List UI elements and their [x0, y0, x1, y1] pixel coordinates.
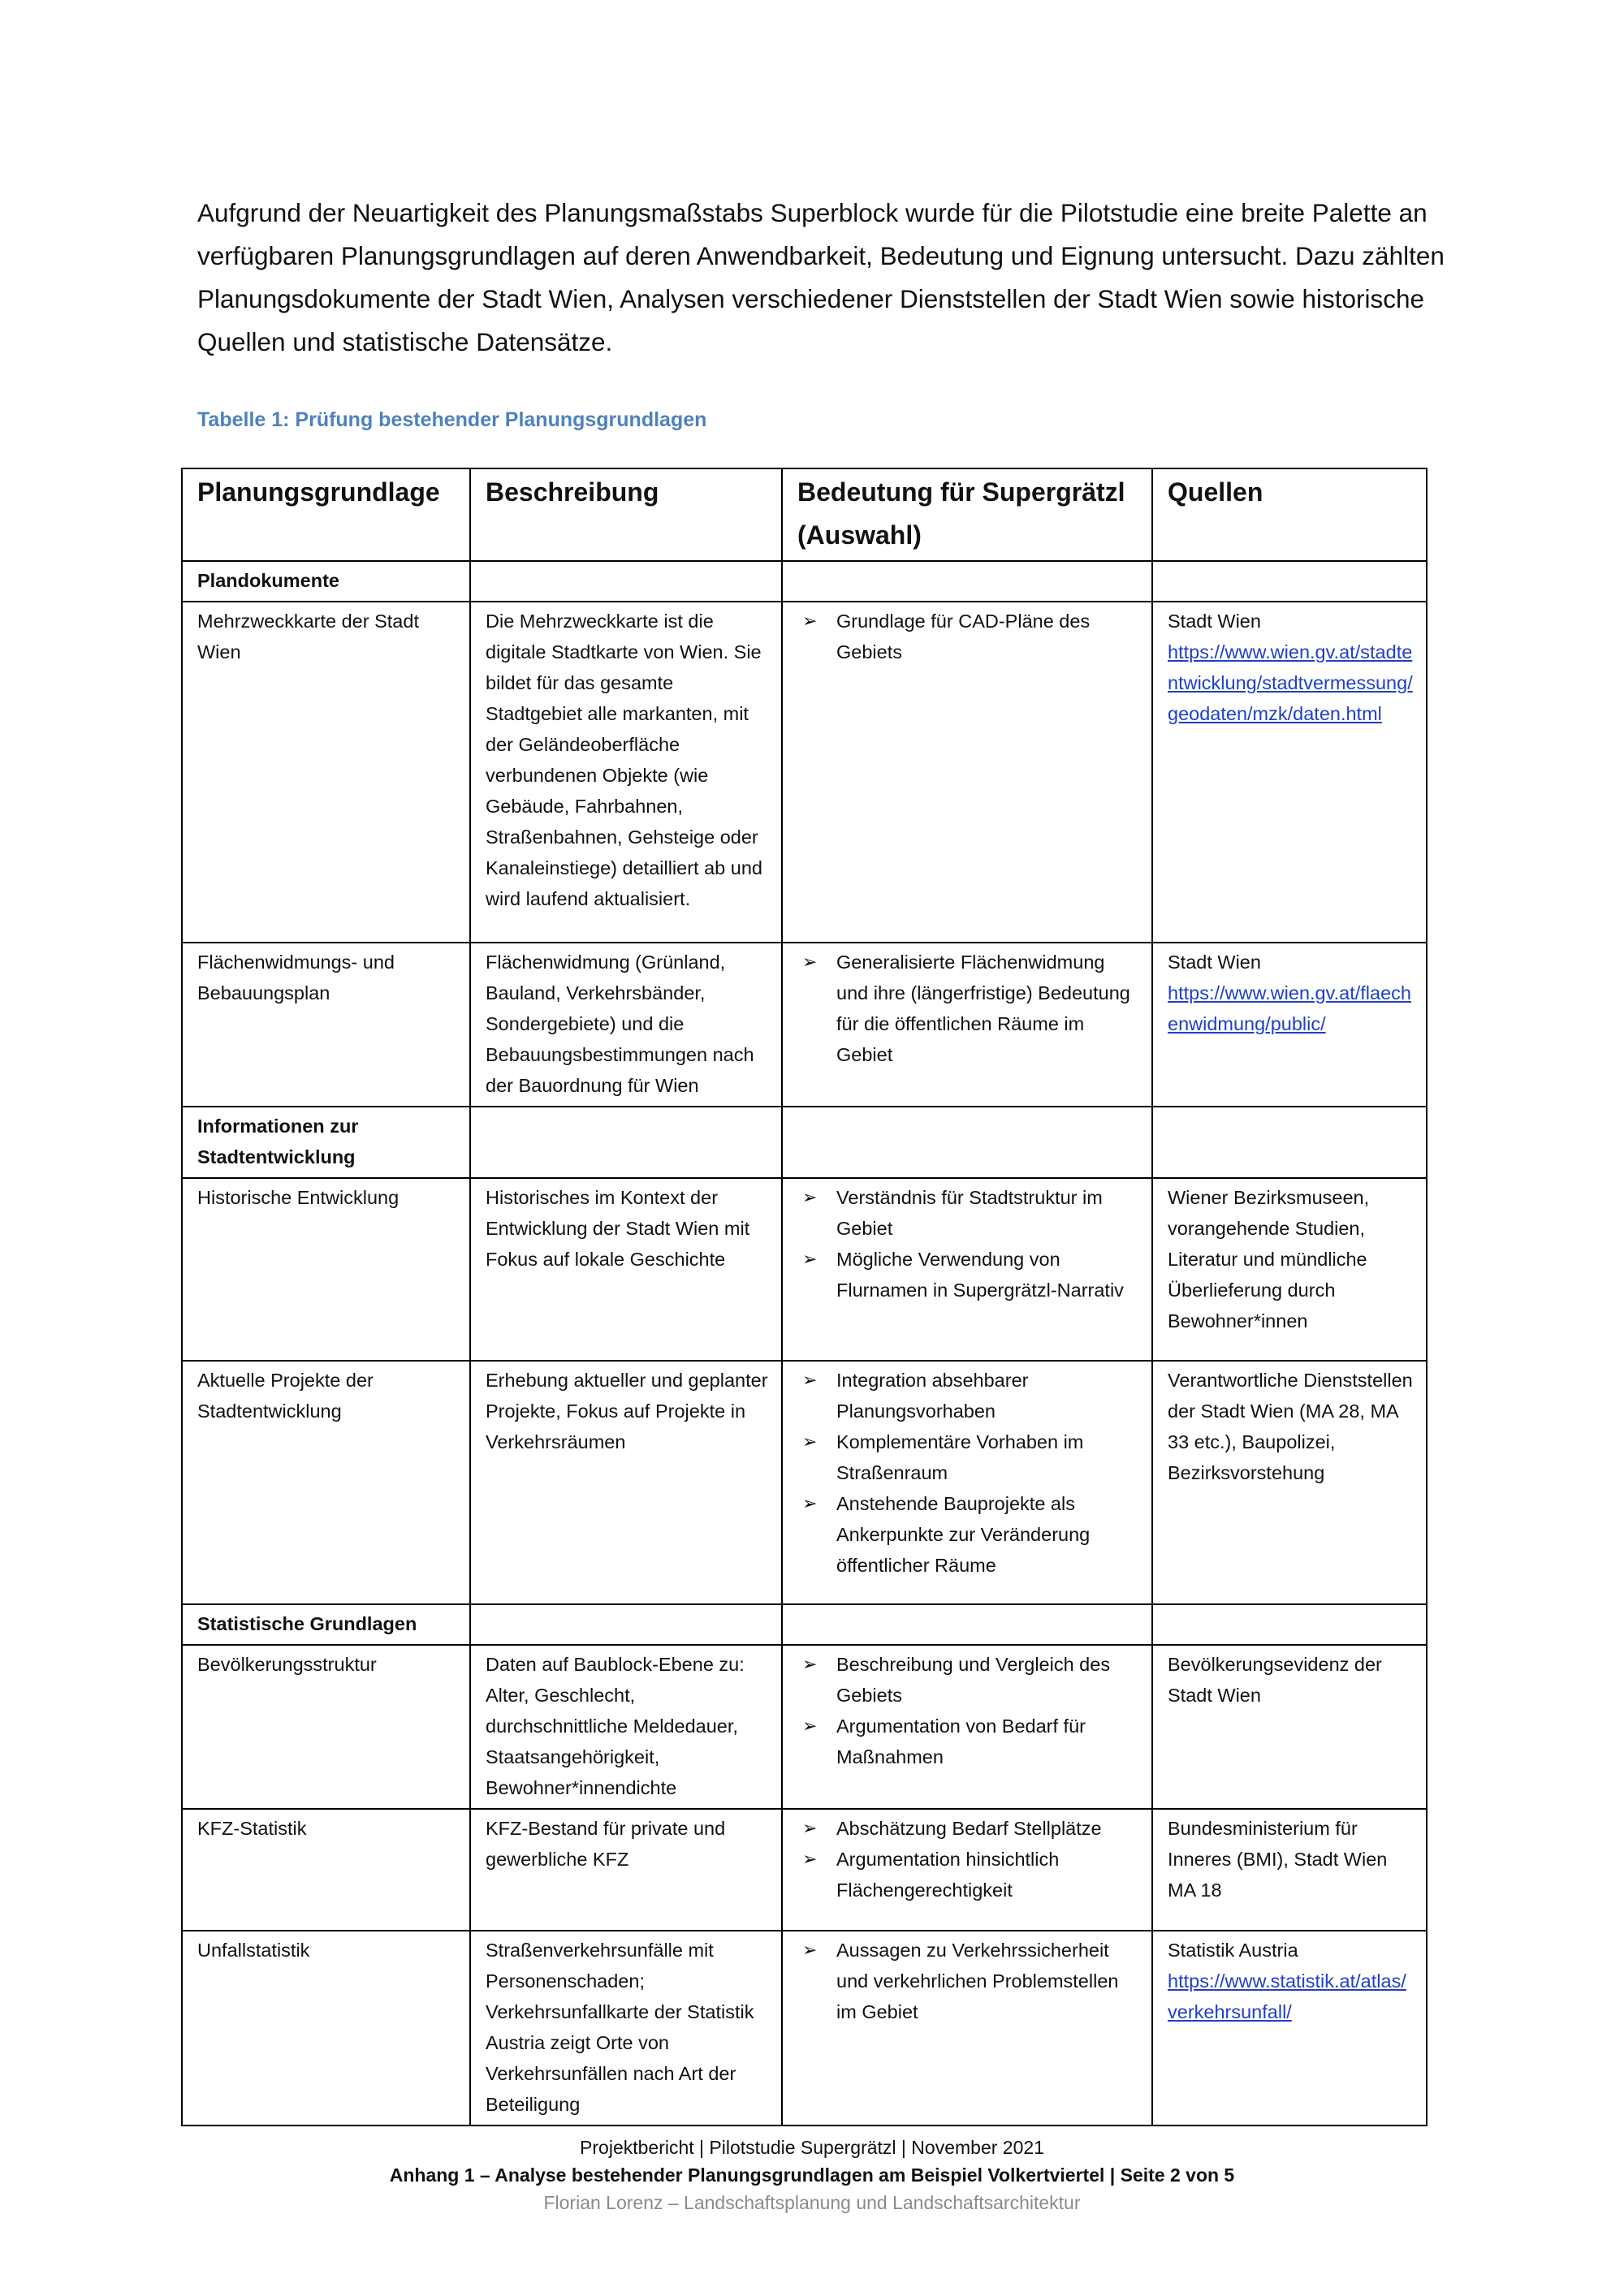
bullet-item: ➢ Beschreibung und Vergleich des Gebiets: [797, 1649, 1138, 1711]
bullet-item: ➢ Mögliche Verwendung von Flurnamen in Supergrätzl-Narrativ: [797, 1244, 1138, 1306]
arrow-bullet-icon: ➢: [802, 1716, 818, 1736]
arrow-bullet-icon: ➢: [802, 1818, 818, 1838]
row-name: Unfallstatistik: [182, 1931, 470, 2126]
source-link[interactable]: https://www.wien.gv.at/flaechenwidmung/public/: [1168, 982, 1411, 1034]
row-name: Mehrzweckkarte der Stadt Wien: [182, 602, 470, 943]
table-caption: Tabelle 1: Prüfung bestehender Planungsgrundlagen: [197, 408, 707, 431]
row-description: KFZ-Bestand für private und gewerbliche KFZ: [470, 1809, 782, 1931]
row-source: Verantwortliche Dienststellen der Stadt Wien (MA 28, MA 33 etc.), Baupolizei, Bezirksvorstehung: [1152, 1361, 1427, 1604]
table-header-row: [182, 468, 1427, 561]
source-text: Statistik Austria: [1168, 1940, 1298, 1961]
row-description: Die Mehrzweckkarte ist die digitale Stadtkarte von Wien. Sie bildet für das gesamte Stadtgebiet alle markanten, mit der Geländeoberfläche verbundenen Objekte (wie Gebäude, Fahrbahnen, Straßenbahnen, Gehsteige oder Kanaleinstiege) detailliert ab und wird laufend aktualisiert.: [470, 602, 782, 943]
row-name: Historische Entwicklung: [182, 1178, 470, 1361]
row-source: Bundesministerium für Inneres (BMI), Stadt Wien MA 18: [1152, 1809, 1427, 1931]
row-description: Daten auf Baublock-Ebene zu: Alter, Geschlecht, durchschnittliche Meldedauer, Staatsangehörigkeit, Bewohner*innendichte: [470, 1645, 782, 1809]
bullet-item: ➢ Anstehende Bauprojekte als Ankerpunkte zur Veränderung öffentlicher Räume: [797, 1488, 1138, 1581]
arrow-bullet-icon: ➢: [802, 611, 818, 631]
row-description: Erhebung aktueller und geplanter Projekte, Fokus auf Projekte in Verkehrsräumen: [470, 1361, 782, 1604]
bullet-item: ➢ Aussagen zu Verkehrssicherheit und verkehrlichen Problemstellen im Gebiet: [797, 1935, 1138, 2027]
arrow-bullet-icon: ➢: [802, 952, 818, 972]
row-source: Wiener Bezirksmuseen, vorangehende Studien, Literatur und mündliche Überlieferung durch Bewohner*innen: [1152, 1178, 1427, 1361]
row-bullets: [782, 1809, 1152, 1931]
header-quellen: Quellen: [1152, 468, 1427, 561]
arrow-bullet-icon: ➢: [802, 1654, 818, 1674]
row-source: [1152, 602, 1427, 943]
bullet-item: ➢ Generalisierte Flächenwidmung und ihre (längerfristige) Bedeutung für die öffentlichen Räume im Gebiet: [797, 947, 1138, 1070]
section-label: Plandokumente: [182, 561, 470, 602]
arrow-bullet-icon: ➢: [802, 1370, 818, 1390]
source-text: Stadt Wien: [1168, 952, 1261, 973]
planungsgrundlagen-table: [181, 468, 1427, 2126]
source-link[interactable]: https://www.statistik.at/atlas/verkehrsunfall/: [1168, 1970, 1406, 2022]
row-source: [1152, 1931, 1427, 2126]
row-name: Aktuelle Projekte der Stadtentwicklung: [182, 1361, 470, 1604]
section-label: Informationen zur Stadtentwicklung: [182, 1107, 470, 1178]
source-link[interactable]: https://www.wien.gv.at/stadtentwicklung/stadtvermessung/geodaten/mzk/daten.html: [1168, 641, 1413, 724]
bullet-item: ➢ Abschätzung Bedarf Stellplätze: [797, 1813, 1138, 1844]
intro-paragraph: Aufgrund der Neuartigkeit des Planungsmaßstabs Superblock wurde für die Pilotstudie eine breite Palette an verfügbaren Planungsgrundlagen auf deren Anwendbarkeit, Bedeutung und Eignung untersucht. Dazu zählten Planungsdokumente der Stadt Wien, Analysen verschiedener Dienststellen der Stadt Wien sowie historische Quellen und statistische Datensätze.: [197, 198, 1445, 356]
bullet-item: ➢ Komplementäre Vorhaben im Straßenraum: [797, 1426, 1138, 1488]
row-bullets: [782, 1178, 1152, 1361]
arrow-bullet-icon: ➢: [802, 1249, 818, 1269]
row-source: Bevölkerungsevidenz der Stadt Wien: [1152, 1645, 1427, 1809]
arrow-bullet-icon: ➢: [802, 1849, 818, 1869]
table-row: [182, 602, 1427, 943]
section-row-statistik: [182, 1604, 1427, 1645]
table-row: [182, 1361, 1427, 1604]
row-description: Straßenverkehrsunfälle mit Personenschaden; Verkehrsunfallkarte der Statistik Austria zeigt Orte von Verkehrsunfällen nach Art der Beteiligung: [470, 1931, 782, 2126]
header-beschreibung: Beschreibung: [470, 468, 782, 561]
header-planungsgrundlage: Planungsgrundlage: [182, 468, 470, 561]
bullet-item: ➢ Argumentation von Bedarf für Maßnahmen: [797, 1711, 1138, 1772]
bullet-item: ➢ Grundlage für CAD-Pläne des Gebiets: [797, 606, 1138, 667]
bullet-item: ➢ Verständnis für Stadtstruktur im Gebiet: [797, 1182, 1138, 1244]
section-row-plandokumente: [182, 561, 1427, 602]
arrow-bullet-icon: ➢: [802, 1940, 818, 1960]
table-row: [182, 1931, 1427, 2126]
row-source: [1152, 943, 1427, 1107]
arrow-bullet-icon: ➢: [802, 1493, 818, 1513]
row-bullets: [782, 602, 1152, 943]
row-description: Flächenwidmung (Grünland, Bauland, Verkehrsbänder, Sondergebiete) und die Bebauungsbestimmungen nach der Bauordnung für Wien: [470, 943, 782, 1107]
section-row-stadtentwicklung: [182, 1107, 1427, 1178]
table-row: [182, 1809, 1427, 1931]
source-text: Stadt Wien: [1168, 611, 1261, 632]
arrow-bullet-icon: ➢: [802, 1431, 818, 1452]
table-row: [182, 1178, 1427, 1361]
table-row: [182, 943, 1427, 1107]
footer-project-line: Projektbericht | Pilotstudie Supergrätzl | November 2021: [580, 2137, 1044, 2158]
row-bullets: [782, 1931, 1152, 2126]
header-bedeutung: Bedeutung für Supergrätzl (Auswahl): [782, 468, 1152, 561]
row-name: Bevölkerungsstruktur: [182, 1645, 470, 1809]
bullet-item: ➢ Argumentation hinsichtlich Flächengerechtigkeit: [797, 1844, 1138, 1905]
row-bullets: [782, 1361, 1152, 1604]
row-bullets: [782, 943, 1152, 1107]
table-row: [182, 1645, 1427, 1809]
row-name: Flächenwidmungs- und Bebauungsplan: [182, 943, 470, 1107]
arrow-bullet-icon: ➢: [802, 1187, 818, 1207]
row-name: KFZ-Statistik: [182, 1809, 470, 1931]
bullet-item: ➢ Integration absehbarer Planungsvorhaben: [797, 1365, 1138, 1426]
footer-appendix-line: Anhang 1 – Analyse bestehender Planungsgrundlagen am Beispiel Volkertviertel | Seite 2 von 5: [389, 2164, 1235, 2186]
row-description: Historisches im Kontext der Entwicklung der Stadt Wien mit Fokus auf lokale Geschichte: [470, 1178, 782, 1361]
section-label: Statistische Grundlagen: [182, 1604, 470, 1645]
row-bullets: [782, 1645, 1152, 1809]
footer-author-line: Florian Lorenz – Landschaftsplanung und Landschaftsarchitektur: [543, 2192, 1081, 2213]
